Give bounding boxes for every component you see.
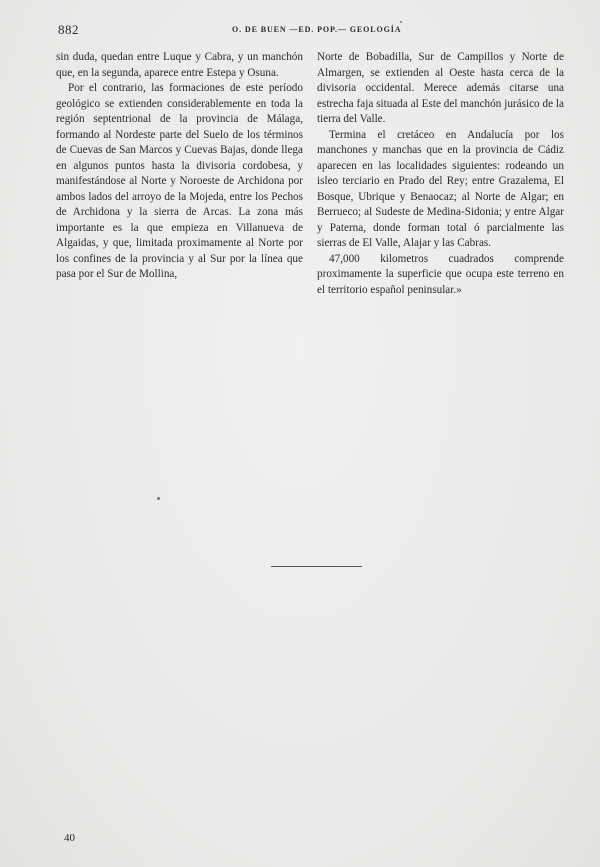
ink-speck [157, 497, 160, 500]
paragraph: Por el contrario, las formaciones de este período geológico se extienden considerablemente en toda la región septentrional de la provincia de Málaga, formando al Nordeste parte del Suelo de los términos de Cuevas de San Marcos y Cuevas Bajas, donde llega en algunos puntos hasta la divisoria cordobesa, y manifestándose al Norte y Noroeste de Archidona por ambos lados del arroyo de la Mojeda, entre los Pechos de Archidona y la sierra de Arcas. La zona más importante es la que empieza en Villanueva de Algaidas, y que, limitada proximamente al Norte por los confines de la provincia y al Sur por la línea que pasa por el Sur de Mollina, [56, 82, 303, 280]
paragraph-continuation: sin duda, quedan entre Luque y Cabra, y un manchón que, en la segunda, aparece entre Estepa y Osuna. [56, 51, 303, 79]
ink-speck [400, 21, 402, 23]
section-end-rule [271, 566, 362, 567]
signature-mark: 40 [64, 832, 75, 844]
page-number: 882 [58, 22, 79, 37]
running-head: O. DE BUEN —ED. POP.— GEOLOGÍA [232, 25, 402, 34]
right-text-column [317, 50, 564, 298]
left-text-column [56, 50, 303, 283]
paragraph: 47,000 kilometros cuadrados comprende proximamente la superficie que ocupa este terreno en el territorio español peninsular.» [317, 252, 564, 296]
paragraph-continuation: Norte de Bobadilla, Sur de Campillos y Norte de Almargen, se extienden al Oeste hasta cerca de la divisoria occidental. Merece además citarse una estrecha faja situada al Este del manchón jurásico de la tierra del Valle. [317, 51, 564, 125]
paragraph: Termina el cretáceo en Andalucía por los manchones y manchas que en la provincia de Cádiz aparecen en las localidades siguientes: rodeando un isleo terciario en Prado del Rey; entre Grazalema, El Bosque, Ubrique y Benaocaz; al Norte de Algar; en Berrueco; al Sudeste de Medina-Sidonia; y entre Algar y Paterna, donde forman total ó parcialmente las sierras de El Valle, Alajar y las Cabras. [317, 128, 564, 249]
